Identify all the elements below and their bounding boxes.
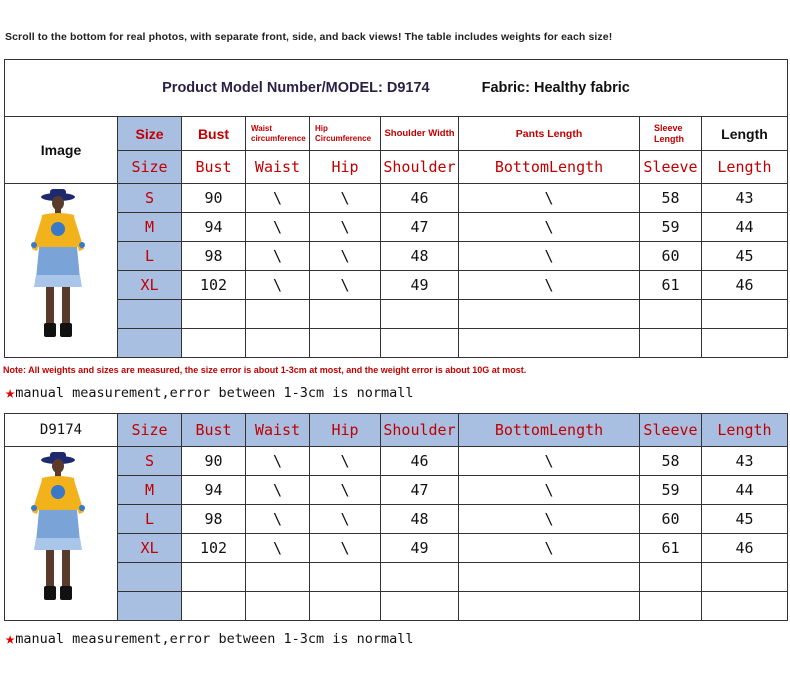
row-size: L: [118, 505, 182, 534]
header-shoulder-width: Shoulder Width: [381, 117, 459, 151]
model-header: [5, 60, 788, 117]
row-sleeve: 60: [640, 242, 702, 271]
empty-cell: [310, 300, 381, 329]
row-bottom: \: [459, 242, 640, 271]
row-bust: 94: [182, 213, 246, 242]
empty-cell: [246, 592, 310, 621]
empty-cell: [381, 300, 459, 329]
model-figure-icon: [26, 450, 96, 618]
row-shoulder: 46: [381, 184, 459, 213]
header2-bottom-length: BottomLength: [459, 151, 640, 184]
row-hip: \: [310, 213, 381, 242]
row-shoulder: 49: [381, 271, 459, 300]
manual-note-1: [5, 382, 414, 402]
empty-size-cell: [118, 592, 182, 621]
row-waist: \: [246, 476, 310, 505]
header-length: Length: [702, 117, 788, 151]
row-bust: 98: [182, 242, 246, 271]
top-note: Scroll to the bottom for real photos, with separate front, side, and back views! The table includes weights for each size!: [5, 31, 613, 43]
row-sleeve: 59: [640, 213, 702, 242]
row-shoulder: 48: [381, 505, 459, 534]
row-waist: \: [246, 271, 310, 300]
row-bust: 98: [182, 505, 246, 534]
empty-cell: [182, 592, 246, 621]
row-hip: \: [310, 505, 381, 534]
empty-cell: [702, 329, 788, 358]
product-photo-2: [5, 447, 118, 621]
row-length: 43: [702, 184, 788, 213]
row-bust: 102: [182, 271, 246, 300]
empty-cell: [381, 563, 459, 592]
row-shoulder: 47: [381, 476, 459, 505]
empty-cell: [182, 300, 246, 329]
row-bottom: \: [459, 447, 640, 476]
empty-cell: [640, 329, 702, 358]
row-waist: \: [246, 242, 310, 271]
row-hip: \: [310, 271, 381, 300]
header-sleeve: Sleeve: [640, 414, 702, 447]
row-bottom: \: [459, 534, 640, 563]
row-shoulder: 49: [381, 534, 459, 563]
row-size: XL: [118, 534, 182, 563]
header-sleeve-length: Sleeve Length: [640, 117, 702, 151]
manual-note-2: [5, 628, 414, 648]
empty-cell: [381, 592, 459, 621]
empty-size-cell: [118, 329, 182, 358]
empty-cell: [246, 329, 310, 358]
image-column-label: Image: [5, 117, 118, 184]
row-length: 45: [702, 242, 788, 271]
empty-cell: [459, 300, 640, 329]
header-shoulder: Shoulder: [381, 414, 459, 447]
row-shoulder: 48: [381, 242, 459, 271]
header2-waist: Waist: [246, 151, 310, 184]
empty-size-cell: [118, 563, 182, 592]
header2-size: Size: [118, 151, 182, 184]
product-photo-1: [5, 184, 118, 358]
row-sleeve: 61: [640, 534, 702, 563]
header2-hip: Hip: [310, 151, 381, 184]
header-bust: Bust: [182, 117, 246, 151]
model-figure-icon: [26, 187, 96, 355]
row-bottom: \: [459, 271, 640, 300]
row-bottom: \: [459, 213, 640, 242]
row-length: 45: [702, 505, 788, 534]
size-table-2: [4, 413, 788, 621]
row-length: 44: [702, 213, 788, 242]
row-bottom: \: [459, 505, 640, 534]
row-size: L: [118, 242, 182, 271]
empty-cell: [459, 592, 640, 621]
row-bust: 94: [182, 476, 246, 505]
row-hip: \: [310, 534, 381, 563]
empty-cell: [459, 563, 640, 592]
row-sleeve: 59: [640, 476, 702, 505]
row-size: S: [118, 184, 182, 213]
row-length: 43: [702, 447, 788, 476]
measurement-note: Note: All weights and sizes are measured, the size error is about 1-3cm at most, and the weight error is about 10G at most.: [3, 365, 527, 375]
row-hip: \: [310, 476, 381, 505]
row-size: M: [118, 476, 182, 505]
empty-cell: [310, 563, 381, 592]
row-length: 46: [702, 271, 788, 300]
row-waist: \: [246, 184, 310, 213]
row-bust: 90: [182, 184, 246, 213]
row-waist: \: [246, 447, 310, 476]
empty-cell: [182, 329, 246, 358]
empty-cell: [246, 563, 310, 592]
header-pants-length: Pants Length: [459, 117, 640, 151]
row-size: M: [118, 213, 182, 242]
row-size: XL: [118, 271, 182, 300]
size-table-1: [4, 59, 788, 358]
header2-length: Length: [702, 151, 788, 184]
empty-cell: [702, 592, 788, 621]
row-sleeve: 58: [640, 447, 702, 476]
row-bust: 90: [182, 447, 246, 476]
header-waist-circumference: Waist circumference: [246, 117, 310, 151]
row-sleeve: 61: [640, 271, 702, 300]
header-size: Size: [118, 117, 182, 151]
header-hip-circumference: Hip Circumference: [310, 117, 381, 151]
empty-size-cell: [118, 300, 182, 329]
row-waist: \: [246, 534, 310, 563]
row-shoulder: 47: [381, 213, 459, 242]
row-length: 46: [702, 534, 788, 563]
empty-cell: [246, 300, 310, 329]
star-icon: ★: [5, 383, 16, 403]
header-hip: Hip: [310, 414, 381, 447]
header2-shoulder: Shoulder: [381, 151, 459, 184]
empty-cell: [182, 563, 246, 592]
fabric-label: Fabric: Healthy fabric: [481, 80, 630, 96]
header-bust: Bust: [182, 414, 246, 447]
empty-cell: [459, 329, 640, 358]
row-size: S: [118, 447, 182, 476]
header2-bust: Bust: [182, 151, 246, 184]
empty-cell: [310, 592, 381, 621]
header-waist: Waist: [246, 414, 310, 447]
row-bottom: \: [459, 184, 640, 213]
row-sleeve: 58: [640, 184, 702, 213]
manual-note-text: manual measurement,error between 1-3cm is normall: [15, 631, 414, 647]
row-waist: \: [246, 213, 310, 242]
model-id: D9174: [5, 414, 118, 447]
empty-cell: [702, 563, 788, 592]
row-hip: \: [310, 184, 381, 213]
row-bust: 102: [182, 534, 246, 563]
star-icon: ★: [5, 629, 16, 649]
row-length: 44: [702, 476, 788, 505]
header-size: Size: [118, 414, 182, 447]
header-bottom-length: BottomLength: [459, 414, 640, 447]
empty-cell: [381, 329, 459, 358]
row-hip: \: [310, 242, 381, 271]
empty-cell: [310, 329, 381, 358]
row-waist: \: [246, 505, 310, 534]
header-length: Length: [702, 414, 788, 447]
model-label: Product Model Number/MODEL: D9174: [162, 80, 430, 96]
manual-note-text: manual measurement,error between 1-3cm is normall: [15, 385, 414, 401]
row-bottom: \: [459, 476, 640, 505]
empty-cell: [702, 300, 788, 329]
empty-cell: [640, 563, 702, 592]
empty-cell: [640, 300, 702, 329]
row-hip: \: [310, 447, 381, 476]
header2-sleeve: Sleeve: [640, 151, 702, 184]
empty-cell: [640, 592, 702, 621]
row-shoulder: 46: [381, 447, 459, 476]
row-sleeve: 60: [640, 505, 702, 534]
